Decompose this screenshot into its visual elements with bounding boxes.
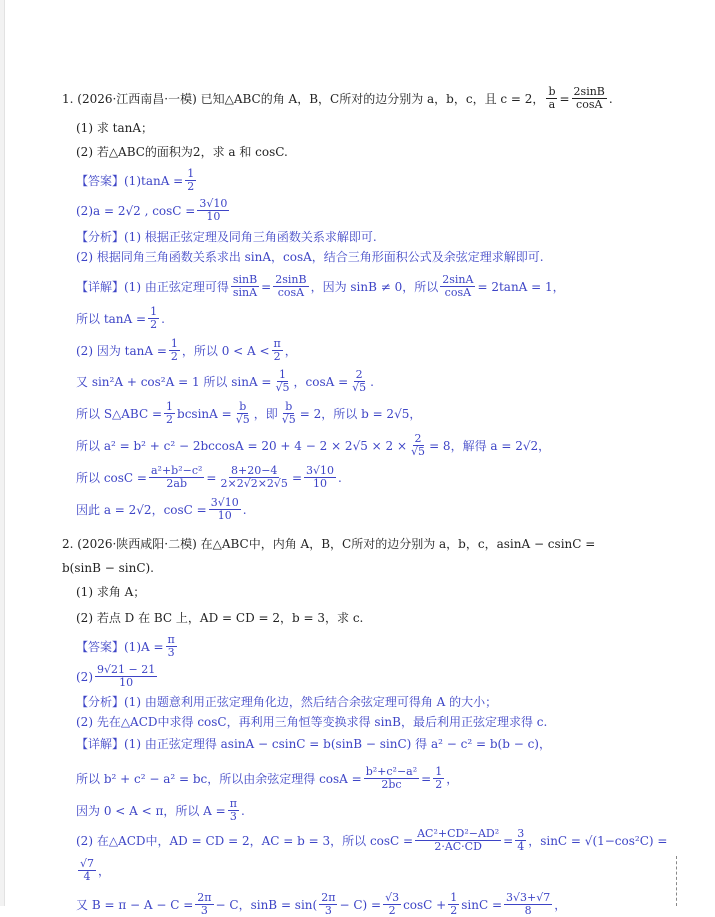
numerator: π — [273, 337, 281, 350]
numerator: 2sinB — [275, 273, 307, 286]
text: 所以 a² = b² + c² − 2bccosA = 20 + 4 − 2 × 2√5 × 2 × — [76, 438, 408, 453]
denominator: 10 — [313, 477, 327, 490]
fraction — [169, 338, 180, 363]
text: ， — [554, 897, 567, 912]
denominator: 10 — [206, 210, 221, 223]
q1-detail5 — [62, 401, 421, 426]
fraction — [164, 401, 175, 426]
fraction — [572, 86, 607, 111]
text: 所以 cosC = — [76, 470, 147, 485]
text: = 2tanA = 1， — [477, 279, 565, 294]
denominator: √5 — [235, 413, 250, 426]
numerator: 3√10 — [199, 197, 228, 210]
text: ， — [284, 343, 297, 358]
fraction — [433, 766, 444, 791]
denominator: 3 — [200, 904, 208, 917]
numerator: 2 — [355, 368, 363, 381]
denominator: sinA — [232, 286, 258, 299]
numerator: 1 — [450, 891, 458, 904]
fraction — [440, 274, 475, 299]
q1-answer2 — [62, 198, 231, 223]
q2-stem-line2: b(sinB − sinC). — [62, 561, 154, 575]
denominator: 2 — [187, 180, 195, 193]
q2-analysis1: 【分析】(1) 由题意利用正弦定理角化边，然后结合余弦定理可得角 A 的大小； — [76, 695, 498, 709]
q2-detail6 — [62, 892, 566, 917]
numerator: π — [229, 797, 237, 810]
q2-detail1: 【详解】(1) 由正弦定理得 asinA − csinC = b(sinB − sinC) 得 a² − c² = b(b − c)， — [76, 737, 551, 751]
denominator: 2 — [166, 413, 174, 426]
answer-text: 【答案】(1)tanA = — [76, 173, 184, 188]
fraction — [350, 369, 368, 394]
denominator: cosA — [576, 98, 603, 111]
numerator: sinB — [232, 273, 258, 286]
denominator: 2ab — [166, 477, 187, 490]
q1-stem-eq: = — [559, 91, 570, 106]
denominator: 4 — [517, 840, 525, 853]
denominator: 10 — [119, 676, 134, 689]
numerator: 1 — [150, 305, 158, 318]
q1-answer1 — [62, 168, 198, 193]
fraction — [364, 766, 419, 791]
q2-detail4 — [62, 828, 667, 853]
q1-detail8 — [62, 497, 247, 522]
q1-analysis1: 【分析】(1) 根据正弦定理及同角三角函数关系求解即可. — [76, 230, 377, 244]
denominator: √5 — [275, 381, 290, 394]
numerator: 2sinB — [573, 85, 605, 98]
q2-analysis2: (2) 先在△ACD中求得 cosC，再利用三角恒等变换求得 sinB，最后利用正弦定理求得 c. — [76, 715, 548, 729]
fraction — [415, 828, 501, 853]
numerator: 2sinA — [442, 273, 474, 286]
text: (2) 在△ACD中，AD = CD = 2，AC = b = 3，所以 cosC = — [76, 833, 414, 848]
fraction — [231, 274, 259, 299]
q1-detail3 — [62, 338, 297, 363]
text: − C，sinB = sin( — [215, 897, 318, 912]
q1-detail6 — [62, 433, 550, 458]
denominator: √5 — [352, 381, 367, 394]
fraction — [504, 892, 552, 917]
numerator: 1 — [435, 765, 443, 778]
denominator: 2bc — [381, 778, 402, 791]
denominator: cosA — [277, 286, 305, 299]
q1-part1: (1) 求 tanA； — [76, 121, 153, 135]
numerator: π — [167, 633, 175, 646]
numerator: b — [239, 400, 247, 413]
fraction — [148, 306, 159, 331]
q2-stem-line1: 2. (2026·陕西咸阳·二模) 在△ABC中，内角 A，B，C所对的边分别为 a，b，c，asinA − csinC = — [62, 537, 596, 551]
denominator: 4 — [83, 870, 91, 883]
text: ，即 — [253, 406, 278, 421]
numerator: 3√10 — [210, 496, 239, 509]
q1-detail1 — [62, 274, 565, 299]
q2-detail2 — [62, 766, 458, 791]
text: = — [291, 470, 302, 485]
fraction — [272, 338, 283, 363]
text: 所以 S△ABC = — [76, 406, 163, 421]
denominator: 3 — [167, 646, 175, 659]
fraction — [234, 401, 252, 426]
numerator: 1 — [166, 400, 174, 413]
text: 又 sin²A + cos²A = 1 所以 sinA = — [76, 374, 272, 389]
q1-stem-end: . — [608, 91, 613, 106]
numerator: b²+c²−a² — [365, 765, 418, 778]
numerator: 3√10 — [306, 464, 335, 477]
fraction — [448, 892, 459, 917]
text: bcsinA = — [177, 406, 232, 421]
q1-stem-text: 1. (2026·江西南昌·一模) 已知△ABC的角 A，B，C所对的边分别为 a，b，c，且 c = 2， — [62, 91, 545, 106]
numerator: 1 — [170, 337, 178, 350]
denominator: 3 — [324, 904, 332, 917]
text: . — [338, 470, 342, 485]
denominator: 2 — [150, 318, 158, 331]
text: 因为 0 < A < π，所以 A = — [76, 803, 226, 818]
fraction — [185, 168, 196, 193]
text: . — [161, 311, 165, 326]
fraction — [546, 86, 557, 111]
fraction — [209, 497, 241, 522]
denominator: 2·AC·CD — [434, 840, 482, 853]
text: ， — [98, 863, 111, 878]
fraction — [409, 433, 427, 458]
text: (2) 因为 tanA = — [76, 343, 167, 358]
q1-detail7 — [62, 465, 342, 490]
text: . — [242, 502, 247, 517]
denominator: √5 — [411, 445, 426, 458]
text: ，cosA = — [293, 374, 349, 389]
numerator: 2π — [321, 891, 336, 904]
q2-part2: (2) 若点 D 在 BC 上，AD = CD = 2，b = 3，求 c. — [76, 611, 364, 625]
cut-line — [676, 856, 677, 906]
answer-text: 【答案】(1)A = — [76, 639, 164, 654]
denominator: 2 — [388, 904, 396, 917]
q1-detail2 — [62, 306, 165, 331]
fraction — [273, 274, 308, 299]
numerator: √7 — [80, 857, 95, 870]
numerator: 1 — [187, 167, 195, 180]
fraction — [218, 465, 289, 490]
text: = — [503, 833, 514, 848]
text: 因此 a = 2√2，cosC = — [76, 502, 207, 517]
denominator: √5 — [281, 413, 296, 426]
numerator: √3 — [385, 891, 400, 904]
denominator: cosA — [444, 286, 472, 299]
denominator: 2 — [450, 904, 458, 917]
fraction — [304, 465, 336, 490]
fraction — [195, 892, 213, 917]
text: 又 B = π − A − C = — [76, 897, 194, 912]
numerator: 1 — [279, 368, 286, 381]
text: − C) = — [339, 897, 382, 912]
fraction — [149, 465, 204, 490]
q2-part1: (1) 求角 A； — [76, 585, 146, 599]
q2-detail3 — [62, 798, 245, 823]
text: ， — [446, 771, 459, 786]
numerator: b — [548, 85, 556, 98]
text: . — [240, 803, 245, 818]
denominator: 8 — [524, 904, 532, 917]
text: 所以 tanA = — [76, 311, 147, 326]
text: = — [421, 771, 432, 786]
denominator: 3 — [229, 810, 237, 823]
denominator: 2×2√2×2√5 — [220, 477, 288, 490]
text: ，所以 0 < A < — [181, 343, 270, 358]
fraction — [78, 858, 96, 883]
fraction — [197, 198, 229, 223]
fraction — [280, 401, 298, 426]
text: 【详解】(1) 由正弦定理可得 — [76, 279, 229, 294]
q2-detail5 — [62, 858, 110, 883]
text: cosC + — [403, 897, 447, 912]
numerator: b — [285, 400, 293, 413]
numerator: 3√3+√7 — [506, 891, 551, 904]
page-left-edge — [0, 0, 5, 906]
denominator: 2 — [435, 778, 443, 791]
text: = — [261, 279, 272, 294]
text: = 8，解得 a = 2√2， — [429, 438, 551, 453]
numerator: 3 — [517, 827, 525, 840]
denominator: a — [548, 98, 556, 111]
fraction — [274, 369, 292, 394]
q2-answer2 — [62, 664, 159, 689]
q1-part2: (2) 若△ABC的面积为2，求 a 和 cosC. — [76, 145, 288, 159]
numerator: a²+b²−c² — [150, 464, 203, 477]
q1-stem — [62, 86, 613, 111]
answer-text: (2)a = 2√2 , cosC = — [76, 203, 196, 218]
q2-answer1 — [62, 634, 179, 659]
answer-text: (2) — [76, 669, 93, 684]
numerator: 2 — [414, 432, 422, 445]
text: sinC = — [461, 897, 503, 912]
numerator: 2π — [197, 891, 212, 904]
numerator: 9√21 − 21 — [97, 663, 156, 676]
fraction — [166, 634, 177, 659]
fraction — [228, 798, 239, 823]
denominator: 2 — [273, 350, 281, 363]
text: = 2，所以 b = 2√5， — [299, 406, 422, 421]
q1-analysis2: (2) 根据同角三角函数关系求出 sinA，cosA，结合三角形面积公式及余弦定理求解即可. — [76, 250, 544, 264]
text: 所以 b² + c² − a² = bc，所以由余弦定理得 cosA = — [76, 771, 362, 786]
text: . — [370, 374, 374, 389]
text: = — [206, 470, 217, 485]
fraction — [383, 892, 401, 917]
numerator: AC²+CD²−AD² — [417, 827, 500, 840]
fraction — [515, 828, 526, 853]
text: ，因为 sinB ≠ 0，所以 — [310, 279, 439, 294]
denominator: 10 — [217, 509, 232, 522]
fraction — [95, 664, 157, 689]
numerator: 8+20−4 — [230, 464, 278, 477]
fraction — [319, 892, 337, 917]
text: ，sinC = √(1−cos²C) = — [528, 833, 668, 848]
denominator: 2 — [170, 350, 178, 363]
q1-detail4 — [62, 369, 374, 394]
